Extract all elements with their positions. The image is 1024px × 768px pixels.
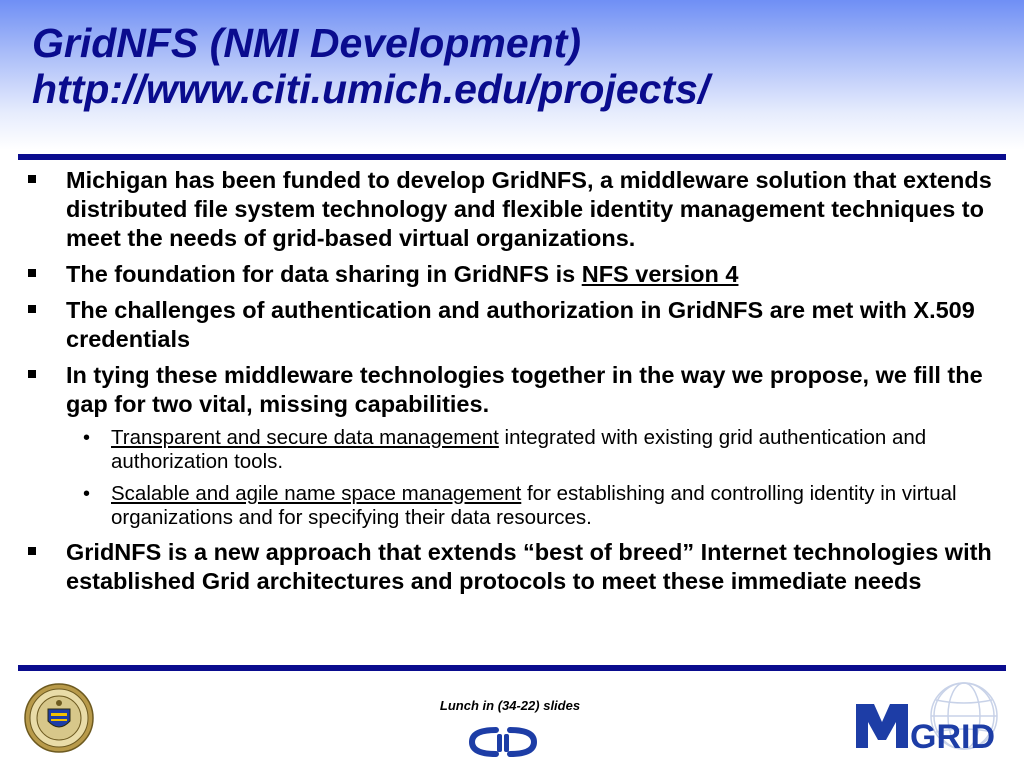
bullet-item [26, 296, 996, 354]
bullet-text: In tying these middleware technologies together in the way we propose, we fill the gap for two vital, missing capabilities. [66, 362, 983, 417]
title-url[interactable]: http://www.citi.umich.edu/projects/ [32, 66, 710, 112]
slide-title [32, 20, 709, 112]
mgrid-logo-text: GRID [910, 718, 995, 756]
bullet-text: GridNFS is a new approach that extends “best of breed” Internet technologies with established Grid architectures and protocols to meet these immediate needs [66, 539, 992, 594]
dot-bullet-icon: • [83, 427, 91, 449]
bullet-item [26, 538, 996, 596]
bullet-item [26, 166, 996, 253]
slide-body [26, 166, 996, 603]
sub-bullet-underlined: Transparent and secure data management [111, 426, 499, 449]
university-seal-icon [24, 683, 94, 753]
citi-logo-icon [466, 720, 540, 764]
mgrid-logo-icon [852, 682, 1010, 756]
bottom-divider [18, 665, 1006, 671]
bullet-item [26, 361, 996, 419]
square-bullet-icon [28, 175, 36, 183]
bullet-text: The challenges of authentication and authorization in GridNFS are met with X.509 credentials [66, 297, 975, 352]
square-bullet-icon [28, 547, 36, 555]
nfs-v4-link[interactable]: NFS version 4 [581, 261, 739, 287]
sub-bullet-item [26, 426, 996, 474]
sub-bullet-item [26, 482, 996, 530]
top-divider [18, 154, 1006, 160]
square-bullet-icon [28, 269, 36, 277]
bullet-text: The foundation for data sharing in GridNFS is [66, 261, 582, 287]
square-bullet-icon [28, 370, 36, 378]
sub-bullet-text: integrated with existing grid authentication and authorization tools. [111, 426, 927, 473]
bullet-text: Michigan has been funded to develop GridNFS, a middleware solution that extends distributed file system technology and flexible identity management techniques to meet the needs of grid-based virtual organizations. [66, 167, 992, 251]
sub-bullet-underlined: Scalable and agile name space management [111, 482, 522, 505]
bullet-item [26, 260, 996, 289]
square-bullet-icon [28, 305, 36, 313]
footer-note: Lunch in (34-22) slides [439, 698, 581, 713]
sub-bullet-text: for establishing and controlling identity in virtual organizations and for specifying their data resources. [111, 482, 957, 529]
dot-bullet-icon: • [83, 483, 91, 505]
title-line-1: GridNFS (NMI Development) [32, 20, 581, 66]
